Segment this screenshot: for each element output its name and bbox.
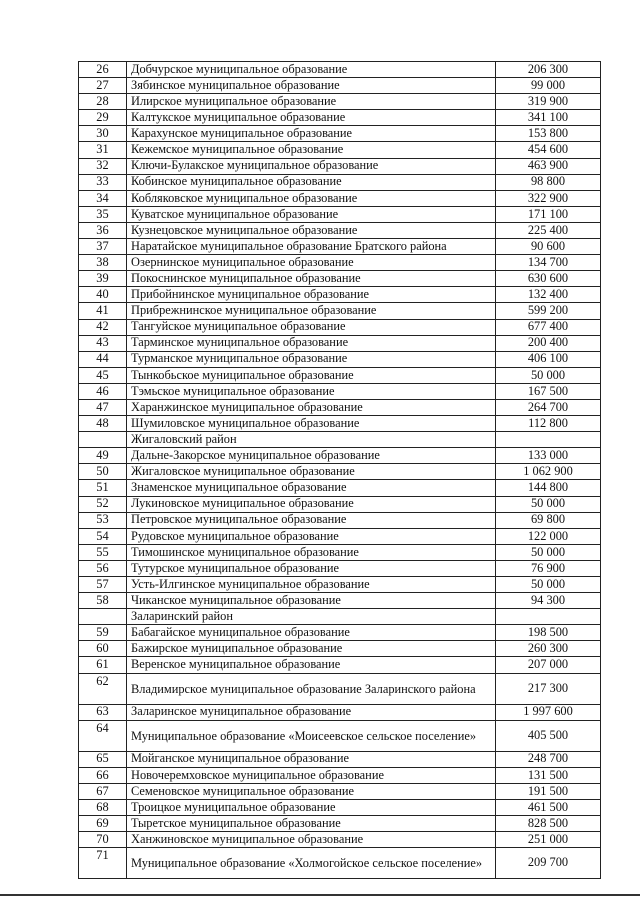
row-number: 55	[79, 544, 127, 560]
table-row	[79, 94, 601, 110]
amount: 134 700	[496, 255, 601, 271]
table-row	[79, 190, 601, 206]
district-name: Жигаловский район	[127, 432, 496, 448]
row-number: 32	[79, 158, 127, 174]
municipality-name: Тыретское муниципальное образование	[127, 816, 496, 832]
municipality-name: Наратайское муниципальное образование Братского района	[127, 239, 496, 255]
amount: 144 800	[496, 480, 601, 496]
municipality-name: Тэмьское муниципальное образование	[127, 383, 496, 399]
table-row	[79, 239, 601, 255]
table-row	[79, 641, 601, 657]
municipality-name: Знаменское муниципальное образование	[127, 480, 496, 496]
amount: 207 000	[496, 657, 601, 673]
amount: 98 800	[496, 174, 601, 190]
table-row	[79, 367, 601, 383]
amount: 90 600	[496, 239, 601, 255]
table-row	[79, 335, 601, 351]
municipality-name: Рудовское муниципальное образование	[127, 528, 496, 544]
table-row	[79, 287, 601, 303]
row-number: 58	[79, 593, 127, 609]
table-row	[79, 799, 601, 815]
amount: 599 200	[496, 303, 601, 319]
table-row	[79, 512, 601, 528]
municipality-name: Кобляковское муниципальное образование	[127, 190, 496, 206]
municipality-name: Турманское муниципальное образование	[127, 351, 496, 367]
row-number: 40	[79, 287, 127, 303]
municipality-name: Заларинское муниципальное образование	[127, 704, 496, 720]
table-row	[79, 783, 601, 799]
row-number: 65	[79, 751, 127, 767]
amount: 198 500	[496, 625, 601, 641]
row-number: 69	[79, 816, 127, 832]
row-number: 59	[79, 625, 127, 641]
row-number: 39	[79, 271, 127, 287]
table-row	[79, 751, 601, 767]
amount: 133 000	[496, 448, 601, 464]
amount: 69 800	[496, 512, 601, 528]
row-number: 54	[79, 528, 127, 544]
amount: 264 700	[496, 399, 601, 415]
table-row	[79, 673, 601, 704]
municipality-name: Жигаловское муниципальное образование	[127, 464, 496, 480]
table-row	[79, 78, 601, 94]
row-number: 27	[79, 78, 127, 94]
municipality-name: Калтукское муниципальное образование	[127, 110, 496, 126]
row-number: 53	[79, 512, 127, 528]
table-row	[79, 657, 601, 673]
row-number: 52	[79, 496, 127, 512]
row-number: 43	[79, 335, 127, 351]
municipality-name: Чиканское муниципальное образование	[127, 593, 496, 609]
amount: 260 300	[496, 641, 601, 657]
table-row	[79, 303, 601, 319]
municipality-name: Илирское муниципальное образование	[127, 94, 496, 110]
municipality-name: Тангуйское муниципальное образование	[127, 319, 496, 335]
row-number: 56	[79, 560, 127, 576]
amount: 341 100	[496, 110, 601, 126]
table-row	[79, 528, 601, 544]
row-number: 71	[79, 848, 127, 879]
amount: 50 000	[496, 544, 601, 560]
municipality-name: Кузнецовское муниципальное образование	[127, 222, 496, 238]
page-bottom-edge	[0, 894, 640, 896]
amount: 122 000	[496, 528, 601, 544]
amount: 50 000	[496, 577, 601, 593]
table-row	[79, 593, 601, 609]
row-number: 35	[79, 206, 127, 222]
table-row	[79, 206, 601, 222]
row-number: 67	[79, 783, 127, 799]
amount: 153 800	[496, 126, 601, 142]
amount: 322 900	[496, 190, 601, 206]
amount: 217 300	[496, 673, 601, 704]
municipality-name: Куватское муниципальное образование	[127, 206, 496, 222]
table-row	[79, 319, 601, 335]
table-row	[79, 560, 601, 576]
amount: 225 400	[496, 222, 601, 238]
amount: 251 000	[496, 832, 601, 848]
municipality-name: Добчурское муниципальное образование	[127, 62, 496, 78]
municipality-name: Новочеремховское муниципальное образование	[127, 767, 496, 783]
municipality-name: Тутурское муниципальное образование	[127, 560, 496, 576]
table-row	[79, 544, 601, 560]
table-row	[79, 416, 601, 432]
row-number: 49	[79, 448, 127, 464]
section-header-row	[79, 609, 601, 625]
row-number: 42	[79, 319, 127, 335]
table-row	[79, 767, 601, 783]
amount: 630 600	[496, 271, 601, 287]
municipality-name: Карахунское муниципальное образование	[127, 126, 496, 142]
table-row	[79, 625, 601, 641]
row-number: 45	[79, 367, 127, 383]
district-name: Заларинский район	[127, 609, 496, 625]
municipality-name: Дальне-Закорское муниципальное образование	[127, 448, 496, 464]
table-row	[79, 848, 601, 879]
table-row	[79, 720, 601, 751]
table-row	[79, 704, 601, 720]
municipality-name: Харанжинское муниципальное образование	[127, 399, 496, 415]
municipality-name: Петровское муниципальное образование	[127, 512, 496, 528]
municipality-name: Ключи-Булакское муниципальное образование	[127, 158, 496, 174]
row-number: 63	[79, 704, 127, 720]
amount	[496, 609, 601, 625]
municipality-name: Муниципальное образование «Моисеевское сельское поселение»	[127, 720, 496, 751]
table-row	[79, 464, 601, 480]
municipality-name: Лукиновское муниципальное образование	[127, 496, 496, 512]
amount: 1 062 900	[496, 464, 601, 480]
amount: 463 900	[496, 158, 601, 174]
table-row	[79, 351, 601, 367]
amount: 1 997 600	[496, 704, 601, 720]
amount: 131 500	[496, 767, 601, 783]
municipality-name: Тынкобьское муниципальное образование	[127, 367, 496, 383]
municipality-name: Владимирское муниципальное образование Заларинского района	[127, 673, 496, 704]
amount: 191 500	[496, 783, 601, 799]
row-number	[79, 609, 127, 625]
municipality-name: Тарминское муниципальное образование	[127, 335, 496, 351]
row-number: 70	[79, 832, 127, 848]
row-number: 64	[79, 720, 127, 751]
row-number	[79, 432, 127, 448]
municipality-name: Кобинское муниципальное образование	[127, 174, 496, 190]
municipality-name: Ханжиновское муниципальное образование	[127, 832, 496, 848]
amount: 405 500	[496, 720, 601, 751]
amount: 454 600	[496, 142, 601, 158]
row-number: 46	[79, 383, 127, 399]
row-number: 47	[79, 399, 127, 415]
row-number: 29	[79, 110, 127, 126]
municipality-funding-table	[78, 61, 601, 879]
municipality-name: Озернинское муниципальное образование	[127, 255, 496, 271]
row-number: 34	[79, 190, 127, 206]
row-number: 38	[79, 255, 127, 271]
table-row	[79, 62, 601, 78]
amount: 94 300	[496, 593, 601, 609]
table-row	[79, 399, 601, 415]
municipality-name: Веренское муниципальное образование	[127, 657, 496, 673]
table-row	[79, 142, 601, 158]
table-row	[79, 255, 601, 271]
row-number: 48	[79, 416, 127, 432]
municipality-name: Мойганское муниципальное образование	[127, 751, 496, 767]
table-row	[79, 383, 601, 399]
table-row	[79, 496, 601, 512]
municipality-name: Семеновское муниципальное образование	[127, 783, 496, 799]
municipality-name: Шумиловское муниципальное образование	[127, 416, 496, 432]
row-number: 60	[79, 641, 127, 657]
municipality-name: Прибрежнинское муниципальное образование	[127, 303, 496, 319]
municipality-name: Прибойнинское муниципальное образование	[127, 287, 496, 303]
row-number: 57	[79, 577, 127, 593]
row-number: 36	[79, 222, 127, 238]
row-number: 61	[79, 657, 127, 673]
table-row	[79, 126, 601, 142]
row-number: 28	[79, 94, 127, 110]
amount: 677 400	[496, 319, 601, 335]
row-number: 31	[79, 142, 127, 158]
municipality-name: Кежемское муниципальное образование	[127, 142, 496, 158]
municipality-name: Зябинское муниципальное образование	[127, 78, 496, 94]
row-number: 41	[79, 303, 127, 319]
table-row	[79, 174, 601, 190]
table-row	[79, 158, 601, 174]
amount: 248 700	[496, 751, 601, 767]
table-row	[79, 816, 601, 832]
municipality-name: Тимошинское муниципальное образование	[127, 544, 496, 560]
amount: 50 000	[496, 496, 601, 512]
table-row	[79, 110, 601, 126]
amount: 406 100	[496, 351, 601, 367]
amount: 76 900	[496, 560, 601, 576]
row-number: 66	[79, 767, 127, 783]
table-row	[79, 480, 601, 496]
row-number: 51	[79, 480, 127, 496]
table-row	[79, 271, 601, 287]
municipality-name: Бабагайское муниципальное образование	[127, 625, 496, 641]
table-row	[79, 832, 601, 848]
row-number: 50	[79, 464, 127, 480]
table-body	[79, 62, 601, 879]
municipality-name: Покоснинское муниципальное образование	[127, 271, 496, 287]
row-number: 33	[79, 174, 127, 190]
amount: 461 500	[496, 799, 601, 815]
amount: 167 500	[496, 383, 601, 399]
amount: 828 500	[496, 816, 601, 832]
amount: 171 100	[496, 206, 601, 222]
municipality-name: Троицкое муниципальное образование	[127, 799, 496, 815]
section-header-row	[79, 432, 601, 448]
table-row	[79, 448, 601, 464]
row-number: 26	[79, 62, 127, 78]
amount: 319 900	[496, 94, 601, 110]
table-row	[79, 577, 601, 593]
amount: 200 400	[496, 335, 601, 351]
municipality-name: Усть-Илгинское муниципальное образование	[127, 577, 496, 593]
amount: 99 000	[496, 78, 601, 94]
table-row	[79, 222, 601, 238]
amount: 112 800	[496, 416, 601, 432]
amount: 209 700	[496, 848, 601, 879]
amount	[496, 432, 601, 448]
amount: 50 000	[496, 367, 601, 383]
row-number: 44	[79, 351, 127, 367]
amount: 132 400	[496, 287, 601, 303]
row-number: 30	[79, 126, 127, 142]
row-number: 37	[79, 239, 127, 255]
row-number: 62	[79, 673, 127, 704]
row-number: 68	[79, 799, 127, 815]
municipality-name: Муниципальное образование «Холмогойское сельское поселение»	[127, 848, 496, 879]
municipality-name: Бажирское муниципальное образование	[127, 641, 496, 657]
amount: 206 300	[496, 62, 601, 78]
